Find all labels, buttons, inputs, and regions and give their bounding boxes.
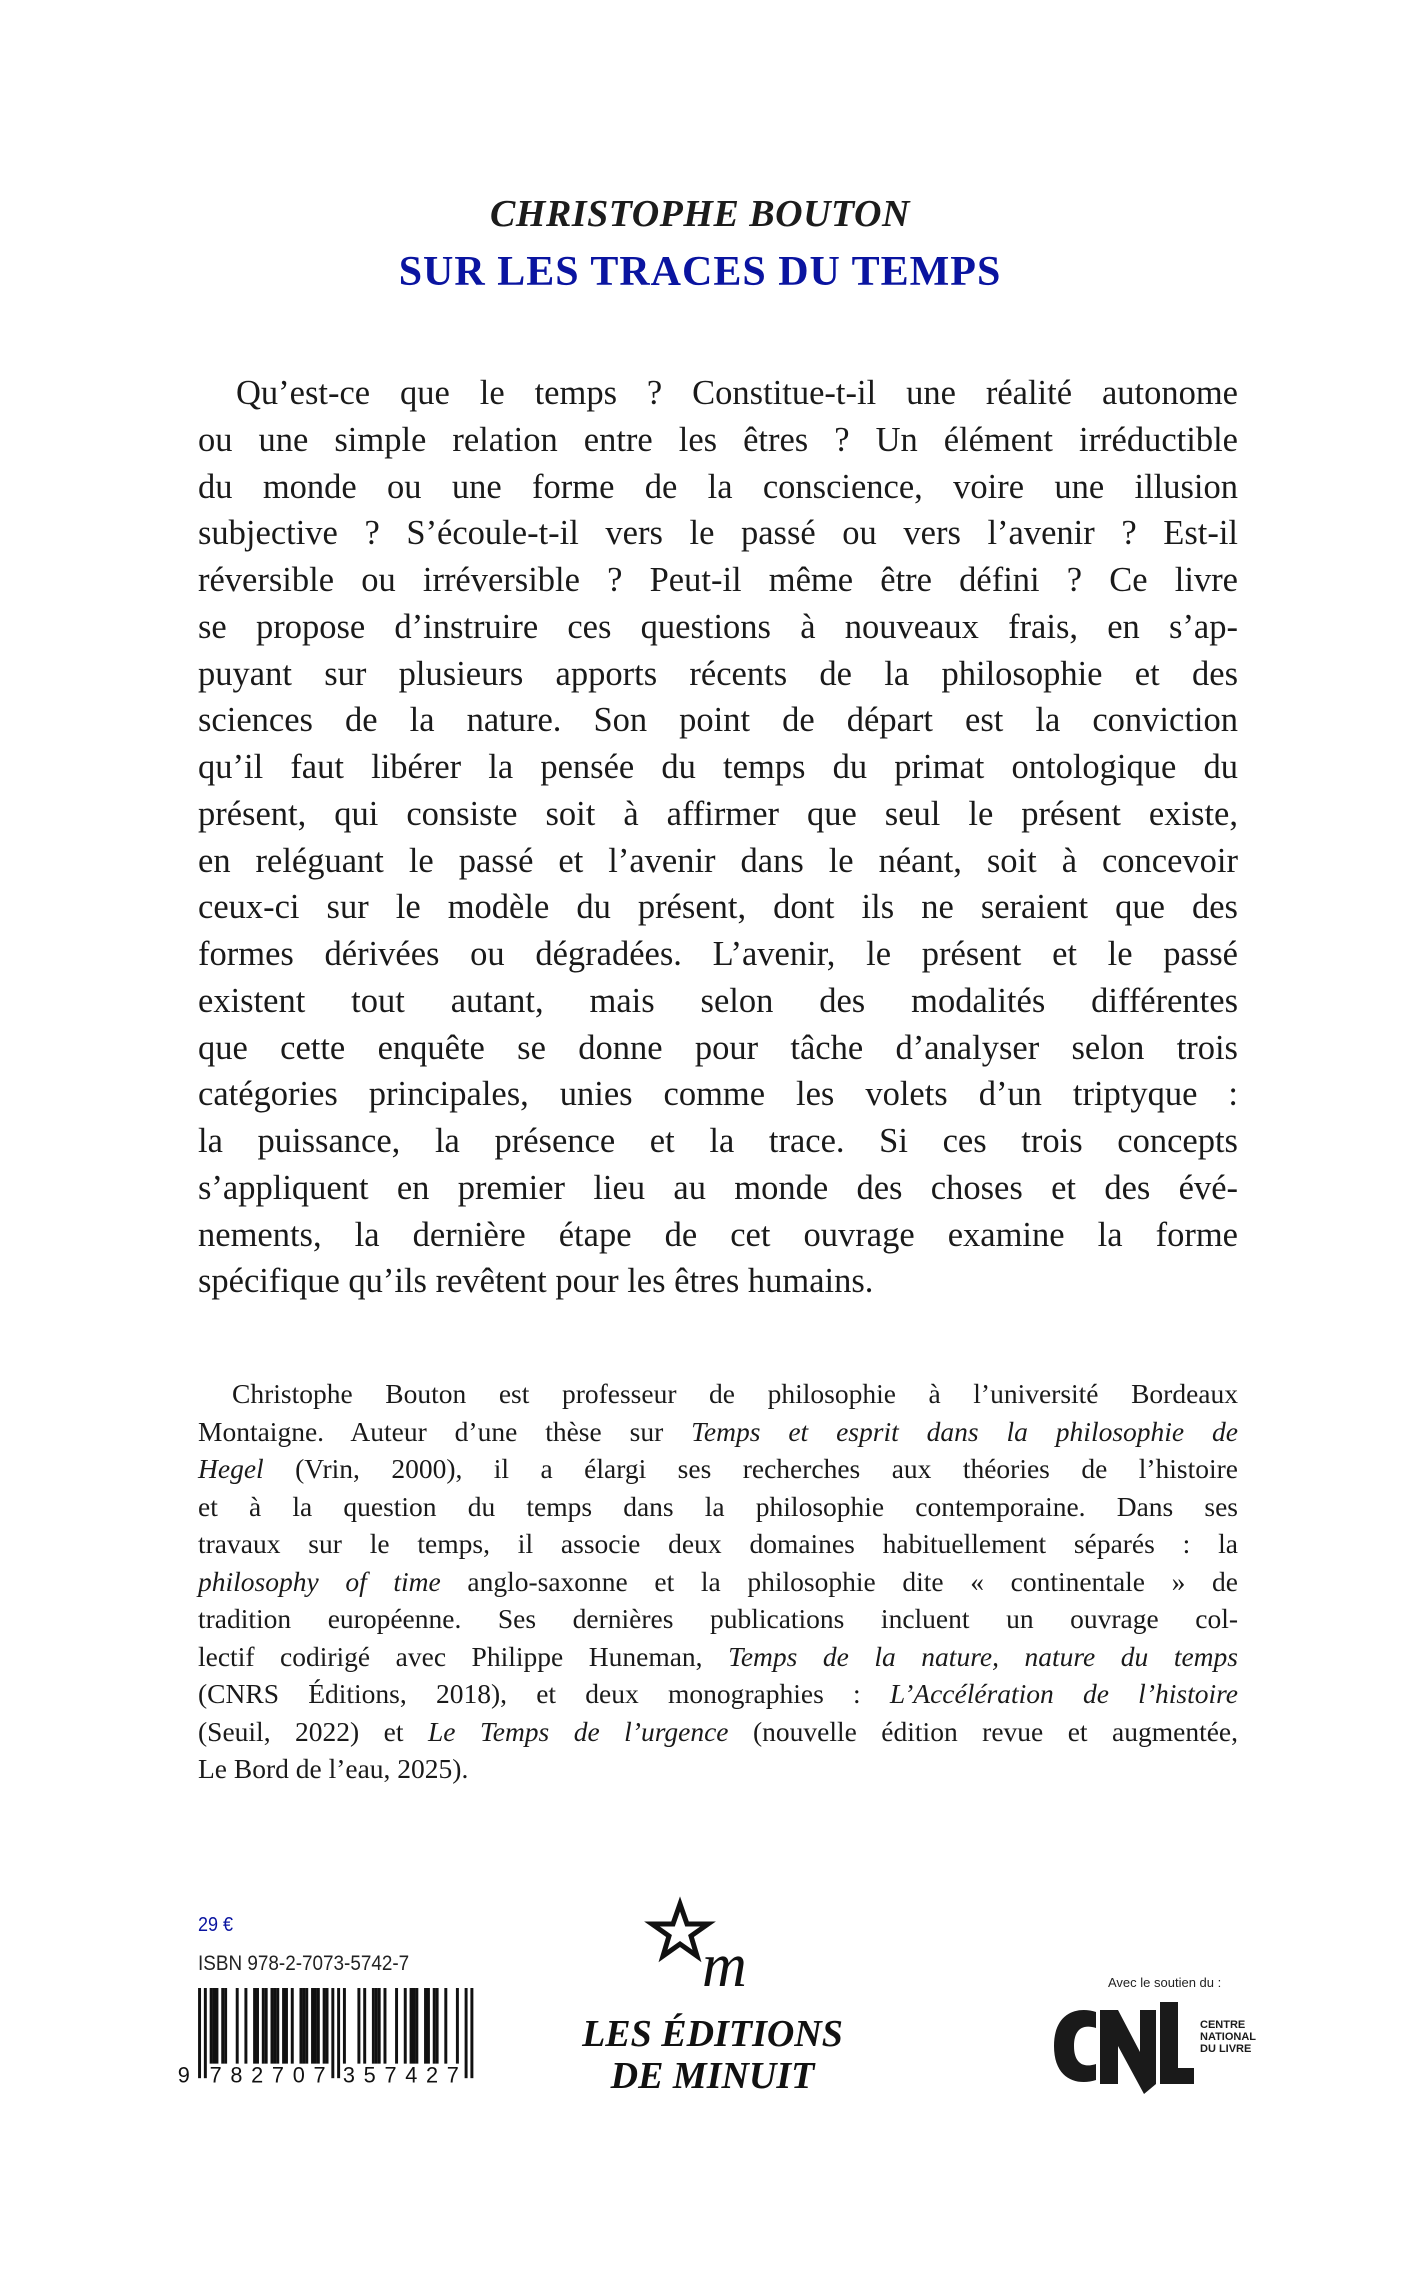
barcode-digits-right: 357427 (342, 2062, 459, 2088)
blurb-line: du monde ou une forme de la conscience, voire une illusion (198, 467, 1238, 506)
blurb-line: catégories principales, unies comme les volets d’un triptyque : (198, 1075, 1238, 1114)
blurb-line: sciences de la nature. Son point de départ est la conviction (198, 701, 1238, 740)
book-title: SUR LES TRACES DU TEMPS (398, 249, 1002, 295)
bio-line (198, 1675, 1238, 1713)
bio-line (198, 1375, 1238, 1413)
blurb-line: puyant sur plusieurs apports récents de la philosophie et des (198, 654, 1238, 693)
blurb-line: spécifique qu’ils revêtent pour les êtres humains. (198, 1262, 874, 1301)
cnl-logo (1048, 1998, 1257, 2094)
blurb-line: nements, la dernière étape de cet ouvrage examine la forme (198, 1215, 1238, 1254)
blurb-line: ou une simple relation entre les êtres ? Un élément irréductible (198, 420, 1238, 459)
bio-text: (Vrin, 2000), il a élargi ses recherches aux théories de l’histoire (263, 1453, 1238, 1484)
bio-text: et à la question du temps dans la philosophie contemporaine. Dans ses (198, 1490, 1238, 1522)
bio-line (198, 1563, 1238, 1601)
bio-text: (Seuil, 2022) et (198, 1715, 428, 1747)
publisher-name-line1: LES ÉDITIONS (582, 2013, 843, 2055)
bio-text: anglo-saxonne et la philosophie dite « continentale » de (440, 1565, 1238, 1597)
bio-line (198, 1450, 1238, 1488)
blurb-line: existent tout autant, mais selon des modalités différentes (198, 981, 1238, 1020)
bio-text: tradition européenne. Ses dernières publications incluent un ouvrage col- (198, 1603, 1238, 1634)
bio-text: (CNRS Éditions, 2018), et deux monographies : (198, 1678, 890, 1709)
blurb-line: en reléguant le passé et l’avenir dans le néant, soit à concevoir (198, 841, 1238, 880)
cnl-name-line: DU LIVRE (1200, 2043, 1252, 2055)
author-bio (198, 1375, 1238, 1788)
blurb-line: la puissance, la présence et la trace. Si ces trois concepts (198, 1122, 1238, 1160)
author-name: CHRISTOPHE BOUTON (490, 193, 910, 235)
bio-text: Le Bord de l’eau, 2025). (198, 1753, 469, 1784)
cnl-n (1100, 2010, 1156, 2094)
blurb-line: s’appliquent en premier lieu au monde des choses et des évé- (198, 1168, 1238, 1207)
blurb-line: formes dérivées ou dégradées. L’avenir, le présent et le passé (198, 935, 1238, 973)
bio-line (198, 1600, 1238, 1638)
blurb (198, 370, 1238, 1305)
price: 29 € (198, 1914, 234, 1936)
blurb-line: qu’il faut libérer la pensée du temps du primat ontologique du (198, 748, 1238, 786)
blurb-line: que cette enquête se donne pour tâche d’analyser selon trois (198, 1028, 1238, 1067)
publisher-name-line2: DE MINUIT (610, 2055, 815, 2097)
bio-line (198, 1750, 1238, 1788)
blurb-line: ceux-ci sur le modèle du présent, dont ils ne seraient que des (198, 888, 1238, 927)
bio-line (198, 1525, 1238, 1563)
cnl-l (1160, 2002, 1194, 2084)
bio-italic-title: Le Temps de l’urgence (428, 1715, 729, 1747)
bio-italic-title: Hegel (198, 1453, 264, 1484)
star-icon (652, 1904, 708, 1956)
bio-text: lectif codirigé avec Philippe Huneman, (198, 1640, 729, 1672)
support-label: Avec le soutien du : (1108, 1975, 1222, 1990)
bio-text: Christophe Bouton est professeur de philosophie à l’université Bordeaux (232, 1378, 1238, 1409)
bio-text: (nouvelle édition revue et augmentée, (728, 1715, 1239, 1747)
bio-italic-title: Temps de la nature, nature du temps (728, 1640, 1238, 1672)
blurb-line: Qu’est-ce que le temps ? Constitue-t-il une réalité autonome (236, 374, 1238, 412)
barcode-digits-left: 782707 (209, 2062, 326, 2088)
bio-italic-title: Temps et esprit dans la philosophie de (691, 1415, 1238, 1447)
bio-line (198, 1488, 1238, 1526)
cnl-c (1054, 2010, 1096, 2082)
blurb-line: subjective ? S’écoule-t-il vers le passé ou vers l’avenir ? Est-il (198, 514, 1238, 553)
bio-line (198, 1638, 1238, 1676)
bio-italic-title: L’Accélération de l’histoire (889, 1678, 1238, 1709)
cnl-name-line: NATIONAL (1200, 2031, 1257, 2043)
bio-text: travaux sur le temps, il associe deux domaines habituellement séparés : la (198, 1528, 1238, 1559)
blurb-line: se propose d’instruire ces questions à nouveaux frais, en s’ap- (198, 607, 1238, 646)
bio-line (198, 1713, 1238, 1751)
logo-letter: m (702, 1932, 747, 2000)
bio-text: Montaigne. Auteur d’une thèse sur (198, 1415, 692, 1447)
blurb-line: réversible ou irréversible ? Peut-il même être défini ? Ce livre (198, 561, 1238, 599)
blurb-line: présent, qui consiste soit à affirmer que seul le présent existe, (198, 794, 1238, 833)
publisher-logo-icon (650, 1900, 780, 2000)
cnl-name-line: CENTRE (1200, 2019, 1246, 2031)
isbn: ISBN 978-2-7073-5742-7 (198, 1952, 410, 1975)
barcode-digit-first: 9 (177, 2062, 190, 2088)
bio-line (198, 1413, 1238, 1451)
bio-italic-title: philosophy of time (198, 1565, 441, 1597)
